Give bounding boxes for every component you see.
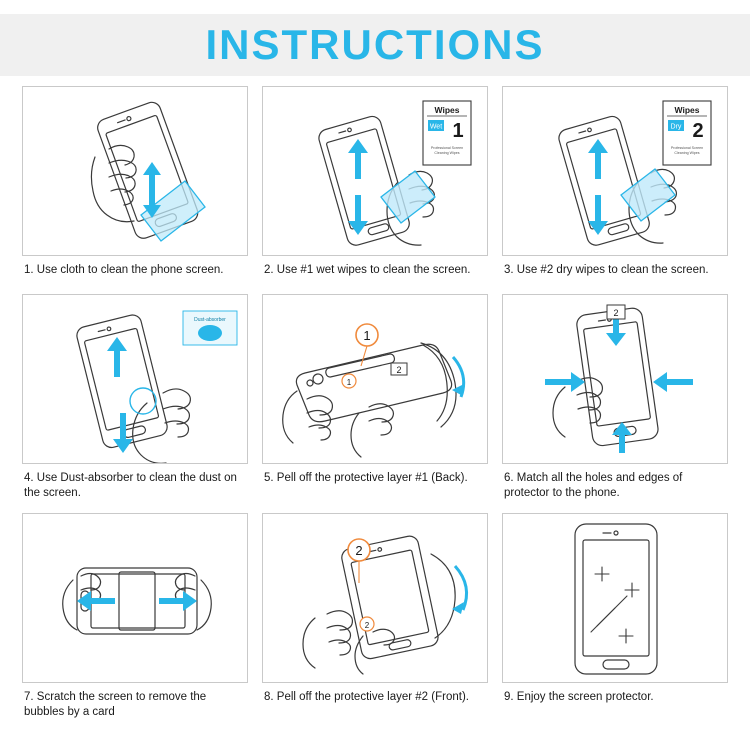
step-illustration-3	[502, 86, 728, 256]
wipes-subtitle-3: Professional Screen	[670, 146, 704, 150]
layer-badge-2: 2	[355, 543, 363, 558]
step-illustration-9	[502, 513, 728, 683]
step-item-6	[502, 294, 728, 507]
dust-absorber-label: Dust-absorber	[194, 317, 226, 323]
step-item-9	[502, 513, 728, 726]
wipes-package-title-3: Wipes	[674, 105, 700, 115]
step-caption-8: 8. Pell off the protective layer #2 (Front).	[264, 691, 469, 703]
wipes-type-label-2: Wet	[429, 123, 443, 131]
svg-text:Cleaning Wipes: Cleaning Wipes	[434, 151, 460, 155]
step-caption-7: 7. Scratch the screen to remove the bubbles by a card	[24, 691, 207, 718]
step-illustration-7	[22, 513, 248, 683]
steps-grid	[22, 86, 728, 726]
svg-text:Cleaning Wipes: Cleaning Wipes	[674, 151, 700, 155]
step-illustration-8	[262, 513, 488, 683]
wipes-type-label-3: Dry	[670, 123, 682, 131]
header-banner	[0, 14, 750, 76]
layer-badge-2b: 2	[364, 621, 370, 630]
step-item-5	[262, 294, 488, 507]
step-caption-9: 9. Enjoy the screen protector.	[504, 691, 654, 703]
step-caption-4: 4. Use Dust-absorber to clean the dust on the screen.	[24, 472, 237, 499]
step-caption-1: 1. Use cloth to clean the phone screen.	[24, 264, 224, 276]
wipes-subtitle-2: Professional Screen	[430, 146, 464, 150]
layer-badge-1b: 1	[346, 378, 352, 387]
page-title: INSTRUCTIONS	[205, 21, 545, 68]
layer-tag-2-step6: 2	[613, 308, 619, 318]
step-caption-3: 3. Use #2 dry wipes to clean the screen.	[504, 264, 709, 276]
wipes-package-title-2: Wipes	[434, 105, 460, 115]
step-item-7	[22, 513, 248, 726]
wipes-number-3: 2	[692, 120, 704, 142]
step-item-4	[22, 294, 248, 507]
step-caption-2: 2. Use #1 wet wipes to clean the screen.	[264, 264, 471, 276]
step-item-1	[22, 86, 248, 288]
step-item-2	[262, 86, 488, 288]
layer-tag-2: 2	[396, 365, 402, 375]
step-item-8	[262, 513, 488, 726]
layer-badge-1: 1	[363, 328, 371, 343]
step-illustration-2	[262, 86, 488, 256]
step-illustration-5	[262, 294, 488, 464]
step-illustration-1	[22, 86, 248, 256]
step-illustration-6	[502, 294, 728, 464]
wipes-number-2: 1	[452, 120, 464, 142]
step-caption-6: 6. Match all the holes and edges of protector to the phone.	[504, 472, 683, 499]
step-illustration-4	[22, 294, 248, 464]
step-caption-5: 5. Pell off the protective layer #1 (Back).	[264, 472, 468, 484]
step-item-3	[502, 86, 728, 288]
